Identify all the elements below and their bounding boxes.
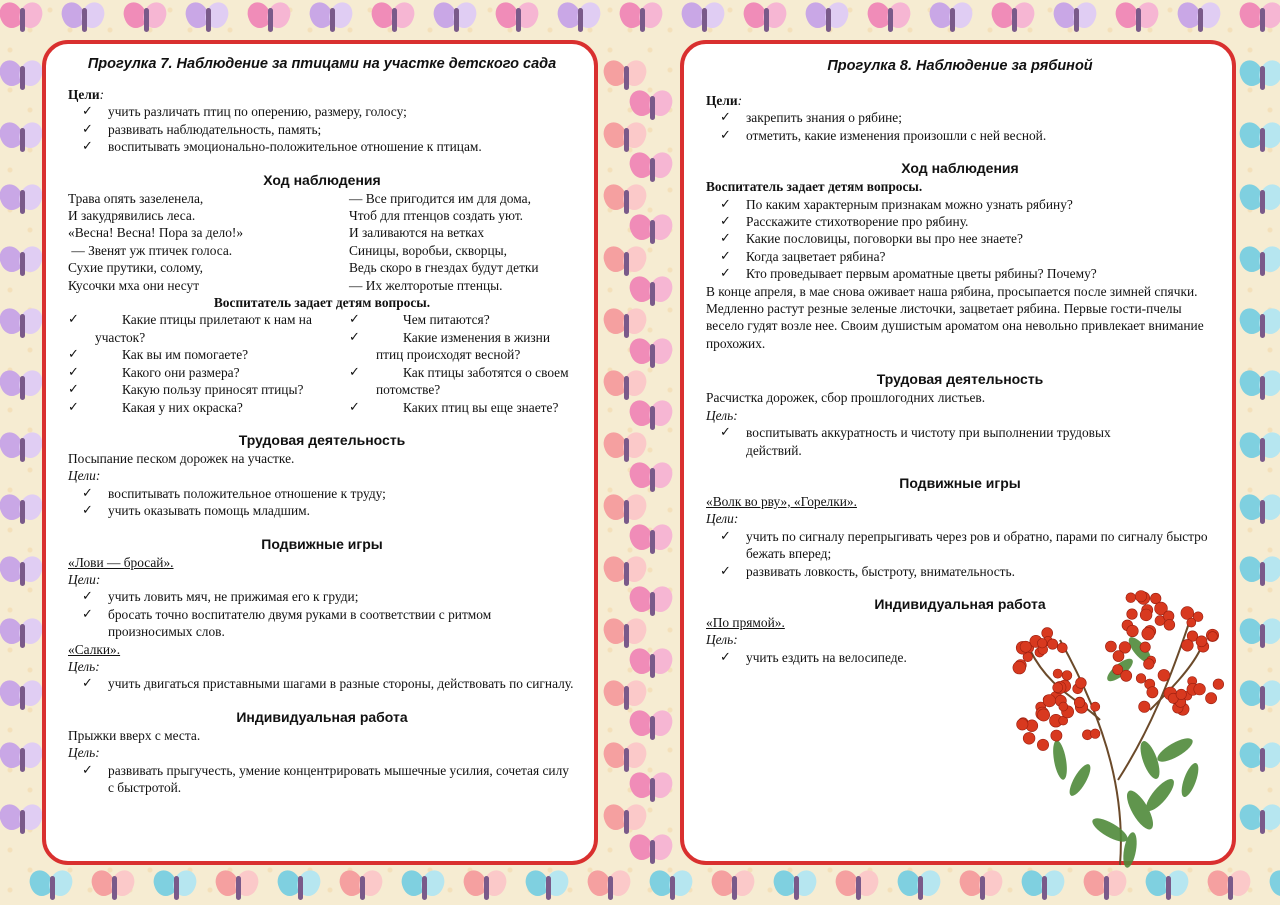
butterfly-icon xyxy=(154,870,200,904)
butterfly-icon xyxy=(620,2,666,36)
poem-column-right xyxy=(349,190,576,294)
poem-line: Трава опять зазеленела, xyxy=(68,190,204,206)
poem-line: «Весна! Весна! Пора за дело!» xyxy=(68,225,244,241)
butterfly-icon xyxy=(1240,60,1280,94)
rowan-berry xyxy=(1144,659,1155,670)
butterfly-icon xyxy=(0,618,46,652)
rowan-berry xyxy=(1059,702,1068,711)
butterfly-icon xyxy=(630,772,676,806)
butterfly-icon xyxy=(604,432,650,466)
right-observation-heading: Ход наблюдения xyxy=(901,160,1019,177)
butterfly-icon xyxy=(30,870,76,904)
right-goals-label-line: Цели: xyxy=(706,93,743,108)
butterfly-icon xyxy=(1178,2,1224,36)
checklist-item: ✓ учить ездить на велосипеде. xyxy=(716,649,1214,666)
butterfly-icon xyxy=(604,122,650,156)
rowan-berry xyxy=(1023,732,1035,744)
butterfly-icon xyxy=(278,870,324,904)
rowan-berry xyxy=(1037,739,1048,750)
butterfly-icon xyxy=(1084,870,1130,904)
checklist-item: ✓ Какая у них окраска? xyxy=(95,399,349,416)
rowan-berry xyxy=(1181,607,1194,620)
butterfly-icon xyxy=(1240,494,1280,528)
butterfly-icon xyxy=(1240,370,1280,404)
butterfly-icon xyxy=(0,494,46,528)
butterfly-icon xyxy=(526,870,572,904)
checklist-item: ✓ воспитывать аккуратность и чистоту при выполнении трудовых действий. xyxy=(716,424,1124,459)
butterfly-icon xyxy=(0,680,46,714)
rowan-berry xyxy=(1113,651,1124,662)
checklist-item: ✓ развивать наблюдательность, память; xyxy=(78,121,576,138)
butterfly-icon xyxy=(1240,680,1280,714)
butterfly-icon xyxy=(630,710,676,744)
butterfly-icon xyxy=(1240,308,1280,342)
right-goals-label: Цели xyxy=(706,93,738,108)
right-games-goals-label: Цели: xyxy=(706,511,739,527)
butterfly-icon xyxy=(0,2,46,36)
rowan-berry xyxy=(1037,638,1047,648)
butterfly-icon xyxy=(496,2,542,36)
right-games-name: «Волк во рву», «Горелки». xyxy=(706,493,857,509)
rowan-berry xyxy=(1194,683,1206,695)
left-game1-goals-label: Цели: xyxy=(68,571,101,587)
poem-line: — Звенят уж птичек голоса. xyxy=(68,242,233,258)
butterfly-icon xyxy=(1240,556,1280,590)
rowan-berry xyxy=(1090,729,1100,739)
butterfly-icon xyxy=(992,2,1038,36)
rowan-branch-illustration xyxy=(1000,580,1235,870)
butterfly-icon xyxy=(604,804,650,838)
left-poem xyxy=(68,190,576,294)
butterfly-icon xyxy=(216,870,262,904)
left-goals-label: Цели xyxy=(68,87,100,102)
butterfly-icon xyxy=(1240,618,1280,652)
butterfly-icon xyxy=(0,308,46,342)
butterfly-icon xyxy=(0,184,46,218)
butterfly-icon xyxy=(0,370,46,404)
rowan-berry xyxy=(1158,669,1170,681)
butterfly-icon xyxy=(630,338,676,372)
butterfly-icon xyxy=(744,2,790,36)
rowan-berry xyxy=(1139,701,1150,712)
left-teacher-asks: Воспитатель задает детям вопросы. xyxy=(213,295,431,311)
left-individual-text: Прыжки вверх с места. xyxy=(68,727,201,743)
butterfly-icon xyxy=(0,742,46,776)
butterfly-icon xyxy=(0,556,46,590)
butterfly-icon xyxy=(604,556,650,590)
butterfly-icon xyxy=(604,370,650,404)
butterfly-icon xyxy=(930,2,976,36)
butterfly-icon xyxy=(630,214,676,248)
checklist-item: ✓ учить оказывать помощь младшим. xyxy=(78,502,576,519)
butterfly-icon xyxy=(604,60,650,94)
butterfly-icon xyxy=(0,246,46,280)
butterfly-icon xyxy=(630,524,676,558)
rowan-berry xyxy=(1105,641,1116,652)
checklist-item: ✓ Кто проведывает первым ароматные цветы рябины? Почему? xyxy=(716,265,1214,282)
butterfly-icon xyxy=(898,870,944,904)
butterfly-icon xyxy=(0,432,46,466)
butterfly-icon xyxy=(372,2,418,36)
rowan-berry xyxy=(1164,619,1175,630)
left-questions xyxy=(68,311,576,415)
rowan-berry xyxy=(1053,683,1063,693)
rowan-berry xyxy=(1053,669,1062,678)
rowan-berry xyxy=(1135,591,1146,602)
rowan-berry xyxy=(1140,609,1152,621)
left-labor-goals-label: Цели: xyxy=(68,468,101,484)
butterfly-icon xyxy=(310,2,356,36)
butterfly-icon xyxy=(1270,870,1280,904)
checklist-item: ✓ закрепить знания о рябине; xyxy=(716,109,1214,126)
checklist-item: ✓ бросать точно воспитателю двумя руками в соответствии с ритмом произносимых слов. xyxy=(78,606,576,641)
left-games-heading: Подвижные игры xyxy=(261,535,383,552)
butterfly-icon xyxy=(604,618,650,652)
rowan-berry xyxy=(1208,632,1218,642)
butterfly-icon xyxy=(630,152,676,186)
butterfly-icon xyxy=(836,870,882,904)
left-labor-goals xyxy=(68,485,576,520)
butterfly-icon xyxy=(1116,2,1162,36)
rowan-berry xyxy=(1187,618,1196,627)
rowan-berry xyxy=(1062,671,1072,681)
left-individual-goals-label: Цель: xyxy=(68,745,100,761)
butterfly-icon xyxy=(604,184,650,218)
left-individual-goals xyxy=(68,762,576,797)
butterfly-icon xyxy=(604,246,650,280)
right-teacher-asks: Воспитатель задает детям вопросы. xyxy=(706,179,923,195)
butterfly-icon xyxy=(712,870,758,904)
checklist-item: ✓ воспитывать эмоционально-положительное отношение к птицам. xyxy=(78,138,576,155)
rowan-berry xyxy=(1076,678,1087,689)
rowan-berry xyxy=(1038,709,1050,721)
rowan-berry xyxy=(1127,625,1139,637)
butterfly-icon xyxy=(434,2,480,36)
butterfly-icon xyxy=(1054,2,1100,36)
butterfly-icon xyxy=(0,122,46,156)
butterfly-icon xyxy=(1240,2,1280,36)
checklist-item: ✓ Чем питаются? xyxy=(376,311,576,328)
butterfly-icon xyxy=(604,308,650,342)
right-games-goals xyxy=(706,528,1214,580)
questions-column-right xyxy=(376,311,576,415)
left-individual-heading: Индивидуальная работа xyxy=(236,708,408,725)
checklist-item: ✓ Какие птицы прилетают к нам на участок? xyxy=(95,311,349,346)
right-labor-heading: Трудовая деятельность xyxy=(876,371,1044,388)
butterfly-icon xyxy=(62,2,108,36)
butterfly-icon xyxy=(630,462,676,496)
checklist-item: ✓ Каких птиц вы еще знаете? xyxy=(376,399,576,416)
butterfly-icon xyxy=(630,648,676,682)
butterfly-icon xyxy=(604,680,650,714)
left-game2-goals-label: Цель: xyxy=(68,658,100,674)
right-questions xyxy=(706,196,1214,283)
butterfly-icon xyxy=(92,870,138,904)
right-individual-goals-label: Цель: xyxy=(706,632,738,648)
checklist-item: ✓ учить двигаться приставными шагами в разные стороны, действовать по сигналу. xyxy=(78,675,576,692)
poem-line: Синицы, воробьи, скворцы, xyxy=(349,242,507,258)
butterfly-icon xyxy=(588,870,634,904)
poem-line: — Их желторотые птенцы. xyxy=(349,277,503,293)
right-paragraph: В конце апреля, в мае снова оживает наша рябина, просыпается после зимней спячки. Медленно растут резные зеленые листочки, зацветает рябина. Первые гости-пчелы весело гудят возле нее. Своим душистым ароматом она невольно привлекает внимание прохожих. xyxy=(706,283,1204,351)
poem-line: Чтоб для птенцов создать уют. xyxy=(349,208,524,224)
poem-line: — Все пригодится им для дома, xyxy=(349,190,531,206)
butterfly-icon xyxy=(124,2,170,36)
butterfly-icon xyxy=(1240,804,1280,838)
checklist-item: ✓ учить по сигналу перепрыгивать через ров и обратно, парами по сигналу быстро бежать вперед; xyxy=(716,528,1214,563)
right-goals-list xyxy=(706,109,1214,144)
right-individual-name: «По прямой». xyxy=(706,614,785,630)
butterfly-icon xyxy=(558,2,604,36)
butterfly-icon xyxy=(402,870,448,904)
rowan-berry xyxy=(1196,636,1207,647)
rowan-berry xyxy=(1047,639,1057,649)
left-goals-list xyxy=(68,103,576,155)
butterfly-icon xyxy=(1146,870,1192,904)
rowan-berry xyxy=(1206,693,1217,704)
rowan-berry xyxy=(1140,642,1150,652)
checklist-item: ✓ развивать ловкость, быстроту, внимательность. xyxy=(716,563,1214,580)
left-labor-text: Посыпание песком дорожек на участке. xyxy=(68,450,295,466)
butterfly-icon xyxy=(630,586,676,620)
butterfly-icon xyxy=(464,870,510,904)
checklist-item: ✓ Расскажите стихотворение про рябину. xyxy=(716,213,1214,230)
checklist-item: ✓ Какие изменения в жизни птиц происходят весной? xyxy=(376,329,576,364)
left-game2-name: «Салки». xyxy=(68,641,121,657)
butterfly-icon xyxy=(340,870,386,904)
rowan-berry xyxy=(1043,695,1055,707)
right-labor-text: Расчистка дорожек, сбор прошлогодних листьев. xyxy=(706,390,986,406)
butterfly-icon xyxy=(604,494,650,528)
left-card xyxy=(42,40,598,865)
butterfly-icon xyxy=(0,804,46,838)
right-title: Прогулка 8. Наблюдение за рябиной xyxy=(827,58,1093,74)
butterfly-icon xyxy=(186,2,232,36)
butterfly-icon xyxy=(630,400,676,434)
butterfly-icon xyxy=(1240,122,1280,156)
butterfly-icon xyxy=(682,2,728,36)
butterfly-icon xyxy=(1240,432,1280,466)
butterfly-icon xyxy=(1240,742,1280,776)
rowan-berry xyxy=(1020,641,1031,652)
rowan-berry xyxy=(1126,593,1136,603)
left-game1-goals xyxy=(68,588,576,640)
butterfly-icon xyxy=(1240,246,1280,280)
butterfly-icon xyxy=(248,2,294,36)
poem-line: Сухие прутики, солому, xyxy=(68,260,203,276)
right-labor-goals xyxy=(706,424,1214,459)
right-individual-heading: Индивидуальная работа xyxy=(874,595,1046,612)
rowan-berry xyxy=(1074,697,1084,707)
left-game1-name: «Лови — бросай». xyxy=(68,554,174,570)
checklist-item: ✓ учить ловить мяч, не прижимая его к груди; xyxy=(78,588,576,605)
checklist-item: ✓ воспитывать положительное отношение к труду; xyxy=(78,485,576,502)
left-labor-heading: Трудовая деятельность xyxy=(238,431,406,448)
left-game2-goals xyxy=(68,675,576,692)
checklist-item: ✓ Когда зацветает рябина? xyxy=(716,248,1214,265)
checklist-item: ✓ По каким характерным признакам можно узнать рябину? xyxy=(716,196,1214,213)
butterfly-icon xyxy=(868,2,914,36)
rowan-berry xyxy=(1213,679,1224,690)
butterfly-icon xyxy=(1240,184,1280,218)
poem-line: И закудрявились леса. xyxy=(68,208,196,224)
rowan-berry xyxy=(1013,661,1026,674)
checklist-item: ✓ учить различать птиц по оперению, размеру, голосу; xyxy=(78,103,576,120)
rowan-berry xyxy=(1182,639,1194,651)
rowan-berry xyxy=(1057,643,1067,653)
rowan-berry xyxy=(1127,609,1138,620)
butterfly-icon xyxy=(960,870,1006,904)
butterfly-icon xyxy=(1022,870,1068,904)
rowan-berry xyxy=(1136,674,1146,684)
poem-column-left xyxy=(68,190,349,294)
rowan-berry xyxy=(1147,687,1158,698)
butterfly-icon xyxy=(774,870,820,904)
left-goals-label-line: Цели: xyxy=(68,87,105,102)
checklist-item: ✓ Какого они размера? xyxy=(95,364,349,381)
checklist-item: ✓ отметить, какие изменения произошли с ней весной. xyxy=(716,127,1214,144)
right-labor-goals-label: Цель: xyxy=(706,407,738,423)
left-title: Прогулка 7. Наблюдение за птицами на участке детского сада xyxy=(87,56,557,72)
rowan-berry xyxy=(1142,627,1155,640)
rowan-berry xyxy=(1017,719,1028,730)
poem-line: Кусочки мха они несут xyxy=(68,277,200,293)
poem-line: И заливаются на ветках xyxy=(349,225,485,241)
butterfly-icon xyxy=(1208,870,1254,904)
checklist-item: ✓ Какие пословицы, поговорки вы про нее знаете? xyxy=(716,230,1214,247)
right-games-heading: Подвижные игры xyxy=(899,474,1021,491)
left-observation-heading: Ход наблюдения xyxy=(263,171,381,188)
rowan-berry xyxy=(1121,670,1132,681)
checklist-item: ✓ развивать прыгучесть, умение концентрировать мышечные усилия, сочетая силу с быстротой. xyxy=(78,762,576,797)
butterfly-icon xyxy=(0,60,46,94)
butterfly-icon xyxy=(806,2,852,36)
butterfly-icon xyxy=(650,870,696,904)
rowan-berry xyxy=(1051,730,1062,741)
checklist-item: ✓ Какую пользу приносят птицы? xyxy=(95,381,349,398)
rowan-berry xyxy=(1091,702,1100,711)
butterfly-icon xyxy=(604,742,650,776)
checklist-item: ✓ Как вы им помогаете? xyxy=(95,346,349,363)
checklist-item: ✓ Как птицы заботятся о своем потомстве? xyxy=(376,364,576,399)
butterfly-icon xyxy=(630,90,676,124)
poem-line: Ведь скоро в гнездах будут детки xyxy=(349,260,539,276)
butterfly-icon xyxy=(630,834,676,868)
rowan-berry xyxy=(1176,689,1186,699)
questions-column-left xyxy=(95,311,349,415)
butterfly-icon xyxy=(630,276,676,310)
